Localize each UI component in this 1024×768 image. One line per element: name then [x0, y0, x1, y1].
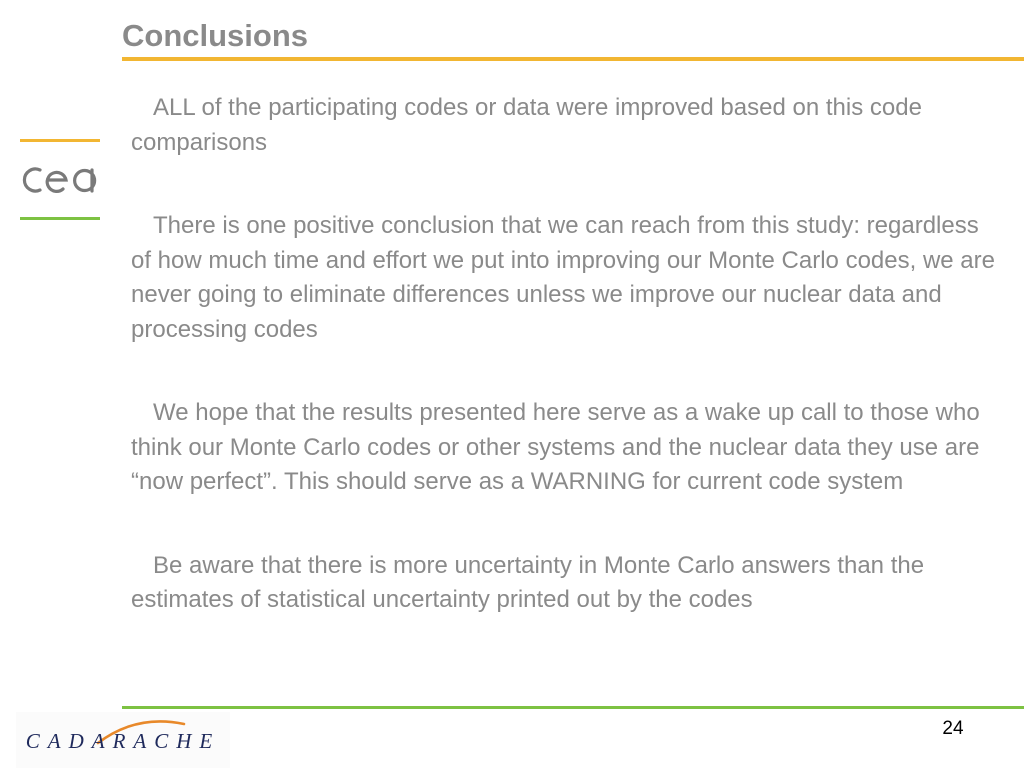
conclusion-paragraph-4: Be aware that there is more uncertainty in Monte Carlo answers than the estimates of statistical uncertainty printed out by the codes [131, 551, 925, 613]
page-number: 24 [942, 718, 964, 739]
conclusion-paragraph-2: There is one positive conclusion that we can reach from this study: regardless of how much time and effort we put into improving our Monte Carlo codes, we are never going to eliminate differences unless we improve our nuclear data and processing codes [131, 212, 995, 343]
svg-text:CADARACHE: CADARACHE [25, 729, 221, 753]
slide-title: Conclusions [122, 18, 309, 53]
cea-logo [18, 158, 102, 202]
conclusion-paragraph-1: ALL of the participating codes or data were improved based on this code comparisons [131, 94, 922, 156]
cadarache-logo [16, 712, 230, 768]
footer-divider [122, 706, 1024, 709]
conclusion-paragraph-3: We hope that the results presented here serve as a wake up call to those who think our Monte Carlo codes or other systems and the nuclear data they use are “now perfect”. This should serve as a WARNING for current code system [131, 399, 980, 495]
conclusions-body [131, 91, 1001, 667]
cea-logo-bottom-line [20, 217, 100, 220]
cea-logo-top-line [20, 139, 100, 142]
title-divider [122, 57, 1024, 61]
